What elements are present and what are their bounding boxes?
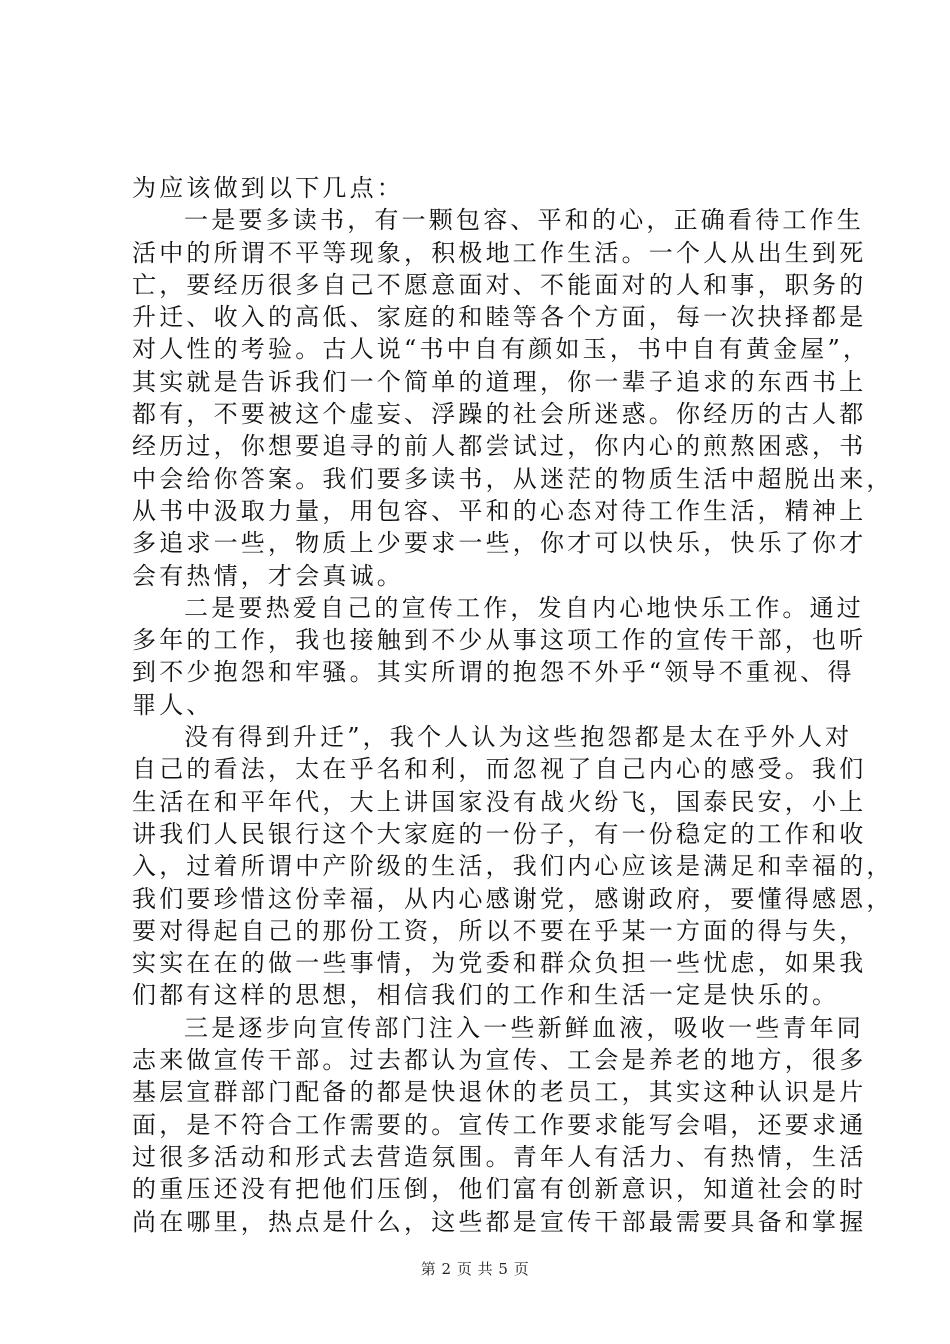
document-body — [132, 172, 894, 1238]
text-line: 讲我们人民银行这个大家庭的一份子，有一份稳定的工作和收 — [132, 819, 867, 848]
text-line: 活中的所谓不平等现象，积极地工作生活。一个人从出生到死 — [132, 238, 867, 267]
text-line: 多追求一些，物质上少要求一些，你才可以快乐，快乐了你才 — [132, 529, 867, 558]
text-line: 生活在和平年代，大上讲国家没有战火纷飞，国泰民安，小上 — [132, 787, 867, 816]
text-line: 我们要珍惜这份幸福，从内心感谢党，感谢政府，要懂得感恩， — [132, 884, 894, 913]
text-line: 经历过，你想要追寻的前人都尝试过，你内心的煎熬困惑，书 — [132, 432, 867, 461]
text-line: 基层宣群部门配备的都是快退休的老员工，其实这种认识是片 — [132, 1078, 867, 1107]
text-line: 三是逐步向宣传部门注入一些新鲜血液，吸收一些青年同 — [184, 1013, 864, 1042]
text-line: 升迁、收入的高低、家庭的和睦等各个方面，每一次抉择都是 — [132, 303, 867, 332]
text-line: 到不少抱怨和牢骚。其实所谓的抱怨不外乎“领导不重视、得 — [132, 658, 855, 687]
text-line: 实实在在的做一些事情，为党委和群众负担一些忧虑，如果我 — [132, 949, 867, 978]
text-line: 从书中汲取力量，用包容、平和的心态对待工作生活，精神上 — [132, 496, 867, 525]
text-line: 志来做宣传干部。过去都认为宣传、工会是养老的地方，很多 — [132, 1046, 867, 1075]
text-line: 面，是不符合工作需要的。宣传工作要求能写会唱，还要求通 — [132, 1110, 867, 1139]
text-line: 入，过着所谓中产阶级的生活，我们内心应该是满足和幸福的， — [132, 852, 894, 881]
text-line: 没有得到升迁”，我个人认为这些抱怨都是太在乎外人对 — [184, 723, 853, 752]
text-line: 其实就是告诉我们一个简单的道理，你一辈子追求的东西书上 — [132, 367, 867, 396]
text-line: 为应该做到以下几点： — [132, 174, 404, 202]
text-line: 二是要热爱自己的宣传工作，发自内心地快乐工作。通过 — [184, 593, 864, 622]
text-line: 中会给你答案。我们要多读书，从迷茫的物质生活中超脱出来， — [132, 464, 894, 493]
text-line: 们都有这样的思想，相信我们的工作和生活一定是快乐的。 — [132, 981, 840, 1010]
text-line: 过很多活动和形式去营造氛围。青年人有活力、有热情，生活 — [132, 1142, 867, 1171]
text-line: 多年的工作，我也接触到不少从事这项工作的宣传干部，也听 — [132, 626, 867, 655]
text-line: 会有热情，才会真诚。 — [132, 561, 404, 590]
text-line: 都有，不要被这个虚妄、浮躁的社会所迷惑。你经历的古人都 — [132, 400, 867, 429]
text-line: 自己的看法，太在乎名和利，而忽视了自己内心的感受。我们 — [132, 755, 867, 784]
text-line: 要对得起自己的那份工资，所以不要在乎某一方面的得与失， — [132, 916, 867, 945]
text-line: 亡，要经历很多自己不愿意面对、不能面对的人和事，职务的 — [132, 270, 867, 299]
text-line: 尚在哪里，热点是什么，这些都是宣传干部最需要具备和掌握 — [132, 1207, 867, 1236]
page-footer: 第 2 页 共 5 页 — [420, 1260, 530, 1278]
text-line: 罪人、 — [132, 690, 214, 719]
text-line: 对人性的考验。古人说“书中自有颜如玉，书中自有黄金屋”， — [132, 335, 871, 364]
text-line: 一是要多读书，有一颗包容、平和的心，正确看待工作生 — [184, 206, 864, 235]
text-line: 的重压还没有把他们压倒，他们富有创新意识，知道社会的时 — [132, 1175, 867, 1204]
